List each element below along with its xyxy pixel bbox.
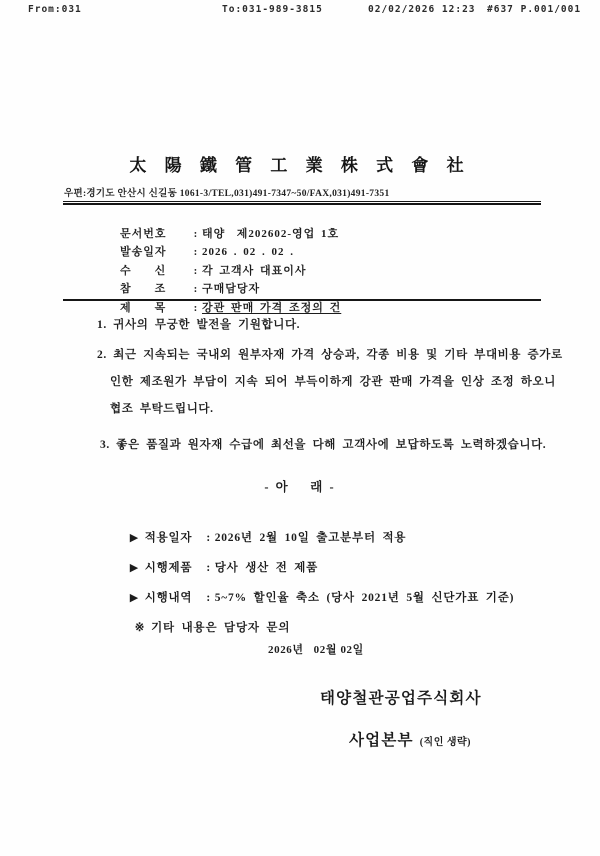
- triangle-bullet-icon: ▶: [129, 532, 139, 544]
- colon-separator: :: [206, 562, 212, 574]
- subject-label: 제 목: [120, 302, 167, 314]
- target-products-value: 당사 생산 전 제품: [214, 562, 319, 574]
- letter-date: 2026년 02월 02일: [268, 644, 364, 656]
- colon-separator: :: [193, 228, 199, 240]
- body-paragraph-1: 1. 귀사의 무궁한 발전을 기원합니다.: [97, 319, 301, 331]
- fax-transmission-header: [0, 4, 600, 18]
- triangle-bullet-icon: ▶: [129, 592, 139, 604]
- body-paragraph-2-line-2: 인한 제조원가 부담이 지속 되어 부득이하게 강관 판매 가격을 인상 조정 하오니: [110, 376, 556, 388]
- fax-page-info: #637 P.001/001: [487, 4, 582, 15]
- reference-mark-icon: ※: [134, 622, 146, 634]
- colon-separator: :: [193, 302, 199, 314]
- subject-value: 강관 판매 가격 조정의 건: [202, 302, 342, 314]
- colon-separator: :: [193, 283, 199, 295]
- recipient-label: 수 신: [120, 265, 167, 277]
- doc-number-label: 문서번호: [120, 228, 167, 240]
- colon-separator: :: [193, 246, 199, 258]
- fax-from-number: From:031: [28, 4, 82, 15]
- letterhead-divider: [63, 201, 541, 205]
- body-paragraph-2-line-3: 협조 부탁드립니다.: [110, 403, 214, 415]
- reference-label: 참 조: [120, 283, 167, 295]
- target-products-label: 시행제품: [144, 562, 193, 574]
- fax-to-number: To:031-989-3815: [222, 4, 323, 15]
- colon-separator: :: [193, 265, 199, 277]
- letterhead-address: 우편:경기도 안산시 신길동 1061-3/TEL,031)491-7347~50/FAX,031)491-7351: [64, 189, 390, 199]
- below-section-marker: - 아 래 -: [264, 480, 336, 494]
- apply-date-label: 적용일자: [144, 532, 193, 544]
- doc-info-divider: [63, 299, 541, 301]
- triangle-bullet-icon: ▶: [129, 562, 139, 574]
- fax-datetime: 02/02/2026 12:23: [368, 4, 476, 15]
- doc-number-value: 태양 제202602-영업 1호: [202, 228, 340, 240]
- recipient-value: 각 고객사 대표이사: [202, 265, 307, 277]
- contact-note: [108, 607, 290, 647]
- reference-value: 구매담당자: [202, 283, 261, 295]
- doc-number-row: [97, 213, 340, 240]
- seal-omitted-note: (직인 생략): [419, 737, 472, 748]
- signature-company-name: 태양철관공업주식회사: [320, 690, 482, 707]
- apply-date-value: 2026년 2월 10일 출고분부터 적용: [214, 532, 407, 544]
- adjustment-detail-label: 시행내역: [144, 592, 193, 604]
- reference-row: [97, 268, 261, 295]
- send-date-label: 발송일자: [120, 246, 167, 258]
- company-title: 太 陽 鐵 管 工 業 株 式 會 社: [129, 156, 471, 175]
- colon-separator: :: [206, 592, 212, 604]
- colon-separator: :: [206, 532, 212, 544]
- send-date-row: [97, 231, 294, 258]
- send-date-value: 2026 . 02 . 02 .: [202, 246, 294, 258]
- adjustment-detail-value: 5~7% 할인율 축소 (당사 2021년 5월 신단가표 기준): [214, 592, 515, 604]
- signature-division: 사업본부: [349, 732, 414, 749]
- body-paragraph-3: 3. 좋은 품질과 원자재 수급에 최선을 다해 고객사에 보답하도록 노력하겠습니다.: [100, 439, 547, 451]
- contact-note-text: 기타 내용은 담당자 문의: [151, 622, 291, 634]
- recipient-row: [97, 250, 307, 277]
- signature-division-line: [333, 710, 471, 768]
- body-paragraph-2-line-1: 2. 최근 지속되는 국내외 원부자재 가격 상승과, 각종 비용 및 기타 부대비용 증가로: [97, 349, 563, 361]
